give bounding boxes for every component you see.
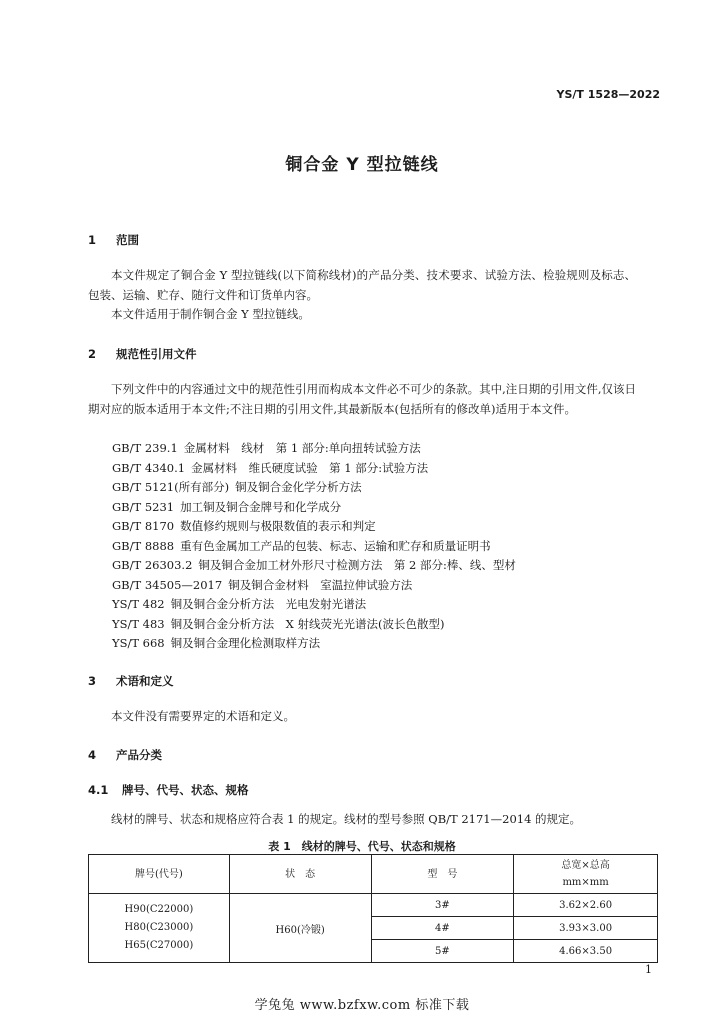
header-dimensions	[514, 855, 658, 894]
header-dimensions-unit: mm×mm	[562, 877, 609, 888]
document-title: 铜合金 Y 型拉链线	[285, 155, 439, 175]
section-title: 规范性引用文件	[116, 347, 197, 361]
table-row	[89, 894, 658, 917]
dimension-cell: 3.93×3.00	[514, 917, 658, 940]
reference-title: 数值修约规则与极限数值的表示和判定	[180, 519, 376, 533]
header-dimensions-line1: 总宽×总高	[561, 860, 610, 871]
reference-item	[112, 634, 320, 654]
scope-paragraph-1: 本文件规定了铜合金 Y 型拉链线(以下简称线材)的产品分类、技术要求、试验方法、检验规则及标志、包装、运输、贮存、随行文件和订货单内容。	[88, 268, 636, 302]
model-cell: 5#	[371, 940, 514, 963]
reference-title: 铜及铜合金材料 室温拉伸试验方法	[228, 577, 413, 592]
model-cell: 3#	[371, 894, 514, 917]
dimension-cell: 3.62×2.60	[514, 894, 658, 917]
section-heading-1	[88, 232, 139, 248]
reference-code: YS/T 482	[112, 597, 165, 611]
section-number: 4	[88, 748, 97, 762]
reference-title: 铜及铜合金理化检测取样方法	[170, 636, 321, 650]
section-title: 术语和定义	[116, 674, 174, 688]
reference-code: GB/T 26303.2	[112, 558, 193, 572]
reference-title: 金属材料 维氏硬度试验 第 1 部分:试验方法	[191, 460, 429, 475]
reference-title: 铜及铜合金化学分析方法	[235, 480, 362, 494]
classification-paragraph: 线材的牌号、状态和规格应符合表 1 的规定。线材的型号参照 QB/T 2171—2014 的规定。	[111, 812, 582, 826]
footer-watermark: 学兔兔 www.bzfxw.com 标准下载	[254, 998, 470, 1013]
reference-item	[112, 556, 516, 576]
reference-title: 铜及铜合金加工材外形尺寸检测方法 第 2 部分:棒、线、型材	[198, 558, 516, 572]
reference-item	[112, 537, 491, 557]
section-number: 3	[88, 674, 97, 688]
reference-title: 铜及铜合金分析方法 X 射线荧光光谱法(波长色散型)	[170, 616, 445, 631]
section-title: 产品分类	[116, 748, 162, 762]
state-cell: H60(冷锻)	[229, 894, 371, 963]
standard-code: YS/T 1528—2022	[556, 88, 660, 101]
reference-code: GB/T 5121(所有部分)	[112, 480, 230, 494]
reference-item	[112, 517, 376, 537]
reference-code: GB/T 8888	[112, 538, 175, 553]
section-heading-3	[88, 673, 174, 689]
grade-cell	[89, 894, 230, 963]
reference-title: 铜及铜合金分析方法 光电发射光谱法	[170, 597, 367, 611]
header-state: 状 态	[229, 855, 371, 894]
reference-title: 加工铜及铜合金牌号和化学成分	[180, 499, 342, 514]
reference-item	[112, 615, 444, 635]
section-number: 2	[88, 347, 97, 361]
section-title: 范围	[116, 233, 139, 247]
reference-code: GB/T 4340.1	[112, 460, 186, 475]
dimension-cell: 4.66×3.50	[514, 940, 658, 963]
subsection-number: 4.1	[88, 783, 109, 797]
grade-value: H65(C27000)	[124, 940, 194, 951]
table-caption: 表 1 线材的牌号、代号、状态和规格	[268, 840, 456, 853]
section-heading-2	[88, 346, 197, 362]
reference-item	[112, 595, 366, 615]
reference-item	[112, 576, 412, 596]
reference-code: YS/T 483	[112, 616, 165, 631]
reference-item	[112, 459, 428, 479]
model-cell: 4#	[371, 917, 514, 940]
reference-code: GB/T 239.1	[112, 441, 178, 455]
subsection-title: 牌号、代号、状态、规格	[122, 783, 249, 797]
reference-title: 金属材料 线材 第 1 部分:单向扭转试验方法	[183, 441, 421, 455]
table-1	[88, 854, 658, 963]
subsection-heading-4-1	[88, 782, 249, 798]
table-header-row	[89, 855, 658, 894]
references-intro-paragraph: 下列文件中的内容通过文中的规范性引用而构成本文件必不可少的条款。其中,注日期的引用文件,仅该日期对应的版本适用于本文件;不注日期的引用文件,其最新版本(包括所有的修改单)适用于本文件。	[88, 382, 636, 416]
reference-title: 重有色金属加工产品的包装、标志、运输和贮存和质量证明书	[180, 538, 491, 553]
scope-paragraph-2: 本文件适用于制作铜合金 Y 型拉链线。	[111, 307, 310, 321]
reference-item	[112, 478, 362, 498]
reference-code: GB/T 5231	[112, 499, 175, 514]
reference-code: GB/T 8170	[112, 519, 175, 533]
reference-item	[112, 498, 341, 518]
reference-item	[112, 439, 421, 459]
header-model: 型 号	[371, 855, 514, 894]
reference-code: GB/T 34505—2017	[112, 577, 223, 592]
reference-code: YS/T 668	[112, 636, 165, 650]
page-number: 1	[645, 963, 652, 976]
terms-paragraph: 本文件没有需要界定的术语和定义。	[111, 709, 295, 723]
grade-value: H80(C23000)	[124, 922, 194, 933]
header-grade: 牌号(代号)	[89, 855, 230, 894]
grade-value: H90(C22000)	[124, 904, 194, 915]
section-heading-4	[88, 747, 162, 763]
section-number: 1	[88, 233, 97, 247]
